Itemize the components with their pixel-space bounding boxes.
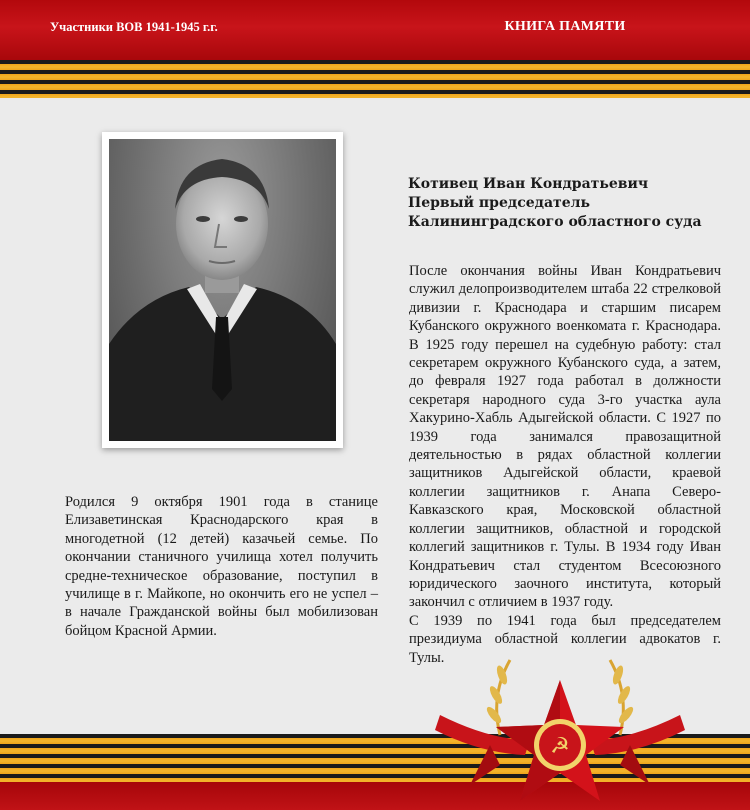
header-section-title: Участники ВОВ 1941-1945 г.г.	[50, 20, 218, 34]
svg-text:☭: ☭	[550, 734, 570, 759]
biography-paragraph: С 1939 по 1941 года был председателем президиума областной коллегии адвокатов г. Тулы.	[409, 612, 721, 666]
victory-star-emblem	[430, 645, 690, 810]
portrait-photo	[109, 139, 336, 441]
person-heading	[408, 175, 718, 232]
person-name: Котивец Иван Кондратьевич	[408, 176, 649, 192]
biography-paragraph: После окончания войны Иван Кондратьевич служил делопроизводителем штаба 22 стрелковой дивизии г. Краснодара и старшим писарем Кубанского окружного военкомата г. Краснодара. В 1925 году перешел на судебную работу: стал секретарем окружного Кубанского суда, а затем, до февраля 1927 года работал в должности секретаря народного суда 3-го участка аула Хакурино-Хабль Адыгейской области. С 1927 по 1939 года занимался правозащитной деятельностью в рядах областной коллегии защитников Адыгейской области, краевой коллегии защитников г. Анапа Северо-Кавказского края, Московской областной коллегии защитников, областной и городской коллегий защитников г. Тулы. В 1934 году Иван Кондратьевич стал студентом Всесоюзного юридического заочного института, который закончил с отличием в 1937 году.	[409, 263, 721, 611]
st-george-ribbon-top	[0, 60, 750, 98]
biography-paragraph: Родился 9 октября 1901 года в станице Елизаветинская Краснодарского края в многодетной (12 детей) казачьей семье. По окончании станичного училища хотел получить средне-техническое образование, поступил в училище в г. Майкопе, но окончить его не успел – в начале Гражданской войны был мобилизован бойцом Красной Армии.	[65, 494, 378, 639]
portrait-frame	[102, 132, 343, 448]
portrait-illustration	[109, 139, 336, 441]
person-position-line1: Первый председатель	[408, 195, 590, 211]
biography-right-column	[409, 262, 721, 667]
header-book-title: КНИГА ПАМЯТИ	[504, 19, 626, 34]
header-banner	[0, 0, 750, 60]
person-position-line2: Калининградского областного суда	[408, 214, 702, 230]
biography-left-column	[65, 493, 378, 640]
